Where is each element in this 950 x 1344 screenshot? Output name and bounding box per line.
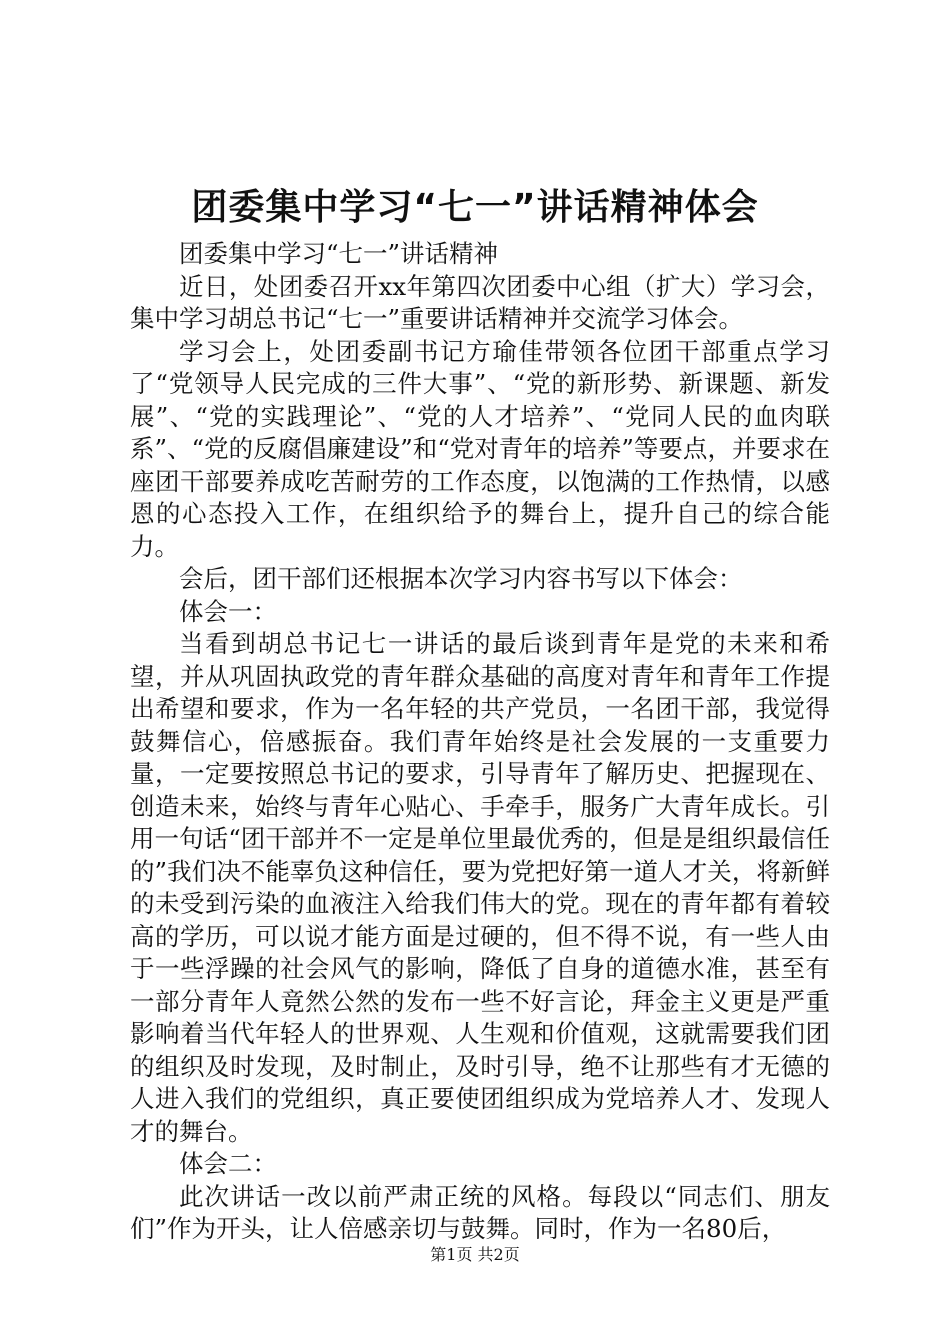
paragraph: 体会一： [179, 596, 277, 626]
paragraph: 团委集中学习“七一”讲话精神 [179, 239, 499, 268]
paragraph: 近日，处团委召开xx年第四次团委中心组（扩大）学习会，集中学习胡总书记“七一”重要讲话精神并交流学习体会。 [130, 271, 830, 333]
paragraph: 当看到胡总书记七一讲话的最后谈到青年是党的未来和希望，并从巩固执政党的青年群众基础的高度对青年和青年工作提出希望和要求，作为一名年轻的共产党员，一名团干部，我觉得鼓舞信心，倍感振奋。我们青年始终是社会发展的一支重要力量，一定要按照总书记的要求，引导青年了解历史、把握现在、创造未来，始终与青年心贴心、手牵手，服务广大青年成长。引用一句话“团干部并不一定是单位里最优秀的，但是是组织最信任的”我们决不能辜负这种信任，要为党把好第一道人才关，将新鲜的未受到污染的血液注入给我们伟大的党。现在的青年都有着较高的学历，可以说才能方面是过硬的，但不得不说，有一些人由于一些浮躁的社会风气的影响，降低了自身的道德水准，甚至有一部分青年人竟然公然的发布一些不好言论，拜金主义更是严重影响着当代年轻人的世界观、人生观和价值观，这就需要我们团的组织及时发现，及时制止，及时引导，绝不让那些有才无德的人进入我们的党组织，真正要使团组织成为党培养人才、发现人才的舞台。 [130, 629, 830, 1146]
paragraph: 学习会上，处团委副书记方瑜佳带领各位团干部重点学习了“党领导人民完成的三件大事”、“党的新形势、新课题、新发展”、“党的实践理论”、“党的人才培养”、“党同人民的血肉联系”、“党的反腐倡廉建设”和“党对青年的培养”等要点，并要求在座团干部要养成吃苦耐劳的工作态度，以饱满的工作热情，以感恩的心态投入工作，在组织给予的舞台上，提升自己的综合能力。 [130, 336, 830, 561]
paragraph: 此次讲话一改以前严肃正统的风格。每段以“同志们、朋友们”作为开头，让人倍感亲切与鼓舞。同时，作为一名80后， [130, 1181, 830, 1243]
document-title: 团委集中学习“七一”讲话精神体会 [191, 187, 759, 228]
page-number-footer: 第1页 共2页 [430, 1245, 520, 1264]
paragraph: 会后，团干部们还根据本次学习内容书写以下体会： [179, 564, 743, 593]
paragraph: 体会二： [179, 1149, 277, 1178]
document-body [130, 238, 830, 1246]
